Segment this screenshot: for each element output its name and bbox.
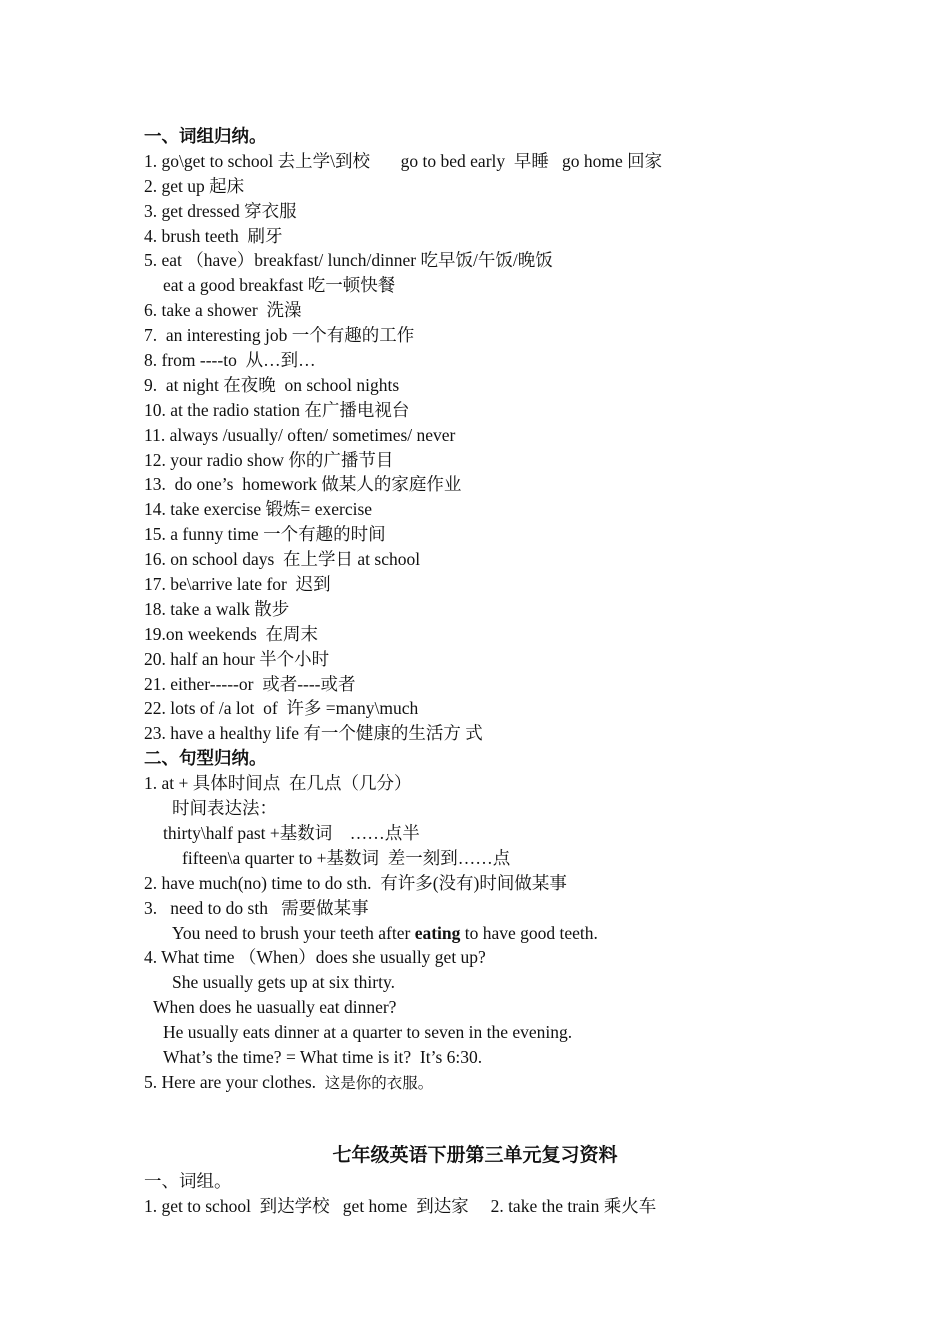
unit3-item-1: 1. get to school 到达学校 get home 到达家 2. take the train 乘火车 [144, 1195, 657, 1216]
phrase-item-7: 7. an interesting job 一个有趣的工作 [144, 325, 415, 346]
phrase-item-3: 3. get dressed 穿衣服 [144, 200, 297, 221]
phrase-item-20: 20. half an hour 半个小时 [144, 648, 330, 669]
phrase-item-16: 16. on school days 在上学日 at school [144, 549, 421, 570]
section-heading-sentences: 二、句型归纳。 [144, 748, 267, 769]
phrase-item-12: 12. your radio show 你的广播节目 [144, 449, 394, 470]
sentence-item-4-answer: She usually gets up at six thirty. [172, 972, 395, 993]
sentence-item-4-question-2: When does he uasually eat dinner? [153, 997, 397, 1018]
phrase-item-18: 18. take a walk 散步 [144, 598, 290, 619]
phrase-item-5-sub: eat a good breakfast 吃一顿快餐 [163, 275, 396, 296]
phrase-item-8: 8. from ----to 从…到… [144, 350, 316, 371]
phrase-item-21: 21. either-----or 或者----或者 [144, 673, 356, 694]
phrase-item-6: 6. take a shower 洗澡 [144, 300, 302, 321]
section-heading-phrases: 一、词组归纳。 [144, 126, 267, 146]
unit3-title: 七年级英语下册第三单元复习资料 [332, 1144, 618, 1166]
sentence-item-3: 3. need to do sth 需要做某事 [144, 897, 369, 918]
sentence-item-5-chinese: 这是你的衣服。 [324, 1074, 434, 1092]
sentence-item-4-time: What’s the time? = What time is it? It’s 6:30. [163, 1046, 483, 1067]
phrase-item-9: 9. at night 在夜晚 on school nights [144, 374, 400, 395]
phrase-item-17: 17. be\arrive late for 迟到 [144, 574, 331, 595]
document-content [144, 124, 844, 1218]
phrase-item-19: 19.on weekends 在周末 [144, 623, 319, 644]
phrase-item-15: 15. a funny time 一个有趣的时间 [144, 524, 386, 545]
phrase-item-11: 11. always /usually/ often/ sometimes/ never [144, 424, 456, 445]
sentence-item-2: 2. have much(no) time to do sth. 有许多(没有)时间做某事 [144, 872, 567, 893]
example-text-end: to have good teeth. [460, 922, 598, 943]
phrase-item-14: 14. take exercise 锻炼= exercise [144, 499, 373, 520]
phrase-item-1: 1. go\get to school 去上学\到校 go to bed early 早睡 go home 回家 [144, 150, 663, 171]
sentence-item-5 [144, 1070, 844, 1095]
example-text-start: You need to brush your teeth after [172, 922, 415, 943]
phrase-item-5: 5. eat （have）breakfast/ lunch/dinner 吃早饭/午饭/晚饭 [144, 250, 553, 271]
sentence-item-1: 1. at + 具体时间点 在几点（几分） [144, 773, 412, 794]
phrase-item-10: 10. at the radio station 在广播电视台 [144, 399, 410, 420]
sentence-item-1-half-past: thirty\half past +基数词 ……点半 [163, 822, 420, 843]
phrase-item-22: 22. lots of /a lot of 许多 =many\much [144, 698, 419, 719]
phrase-item-23: 23. have a healthy life 有一个健康的生活方 式 [144, 723, 483, 744]
spacer [144, 1095, 844, 1144]
phrase-item-13: 13. do one’s homework 做某人的家庭作业 [144, 474, 462, 495]
sentence-item-4: 4. What time （When）does she usually get up? [144, 947, 486, 968]
phrase-item-2: 2. get up 起床 [144, 175, 245, 196]
unit3-heading: 一、词组。 [144, 1170, 232, 1191]
sentence-item-5-english: 5. Here are your clothes. [144, 1071, 325, 1092]
sentence-item-1-quarter-to: fifteen\a quarter to +基数词 差一刻到……点 [182, 847, 511, 868]
sentence-item-4-answer-2: He usually eats dinner at a quarter to seven in the evening. [163, 1022, 573, 1043]
example-bold-word: eating [414, 922, 461, 943]
sentence-item-3-example [144, 921, 844, 946]
sentence-item-1-note: 时间表达法： [172, 798, 277, 819]
phrase-item-4: 4. brush teeth 刷牙 [144, 225, 283, 246]
